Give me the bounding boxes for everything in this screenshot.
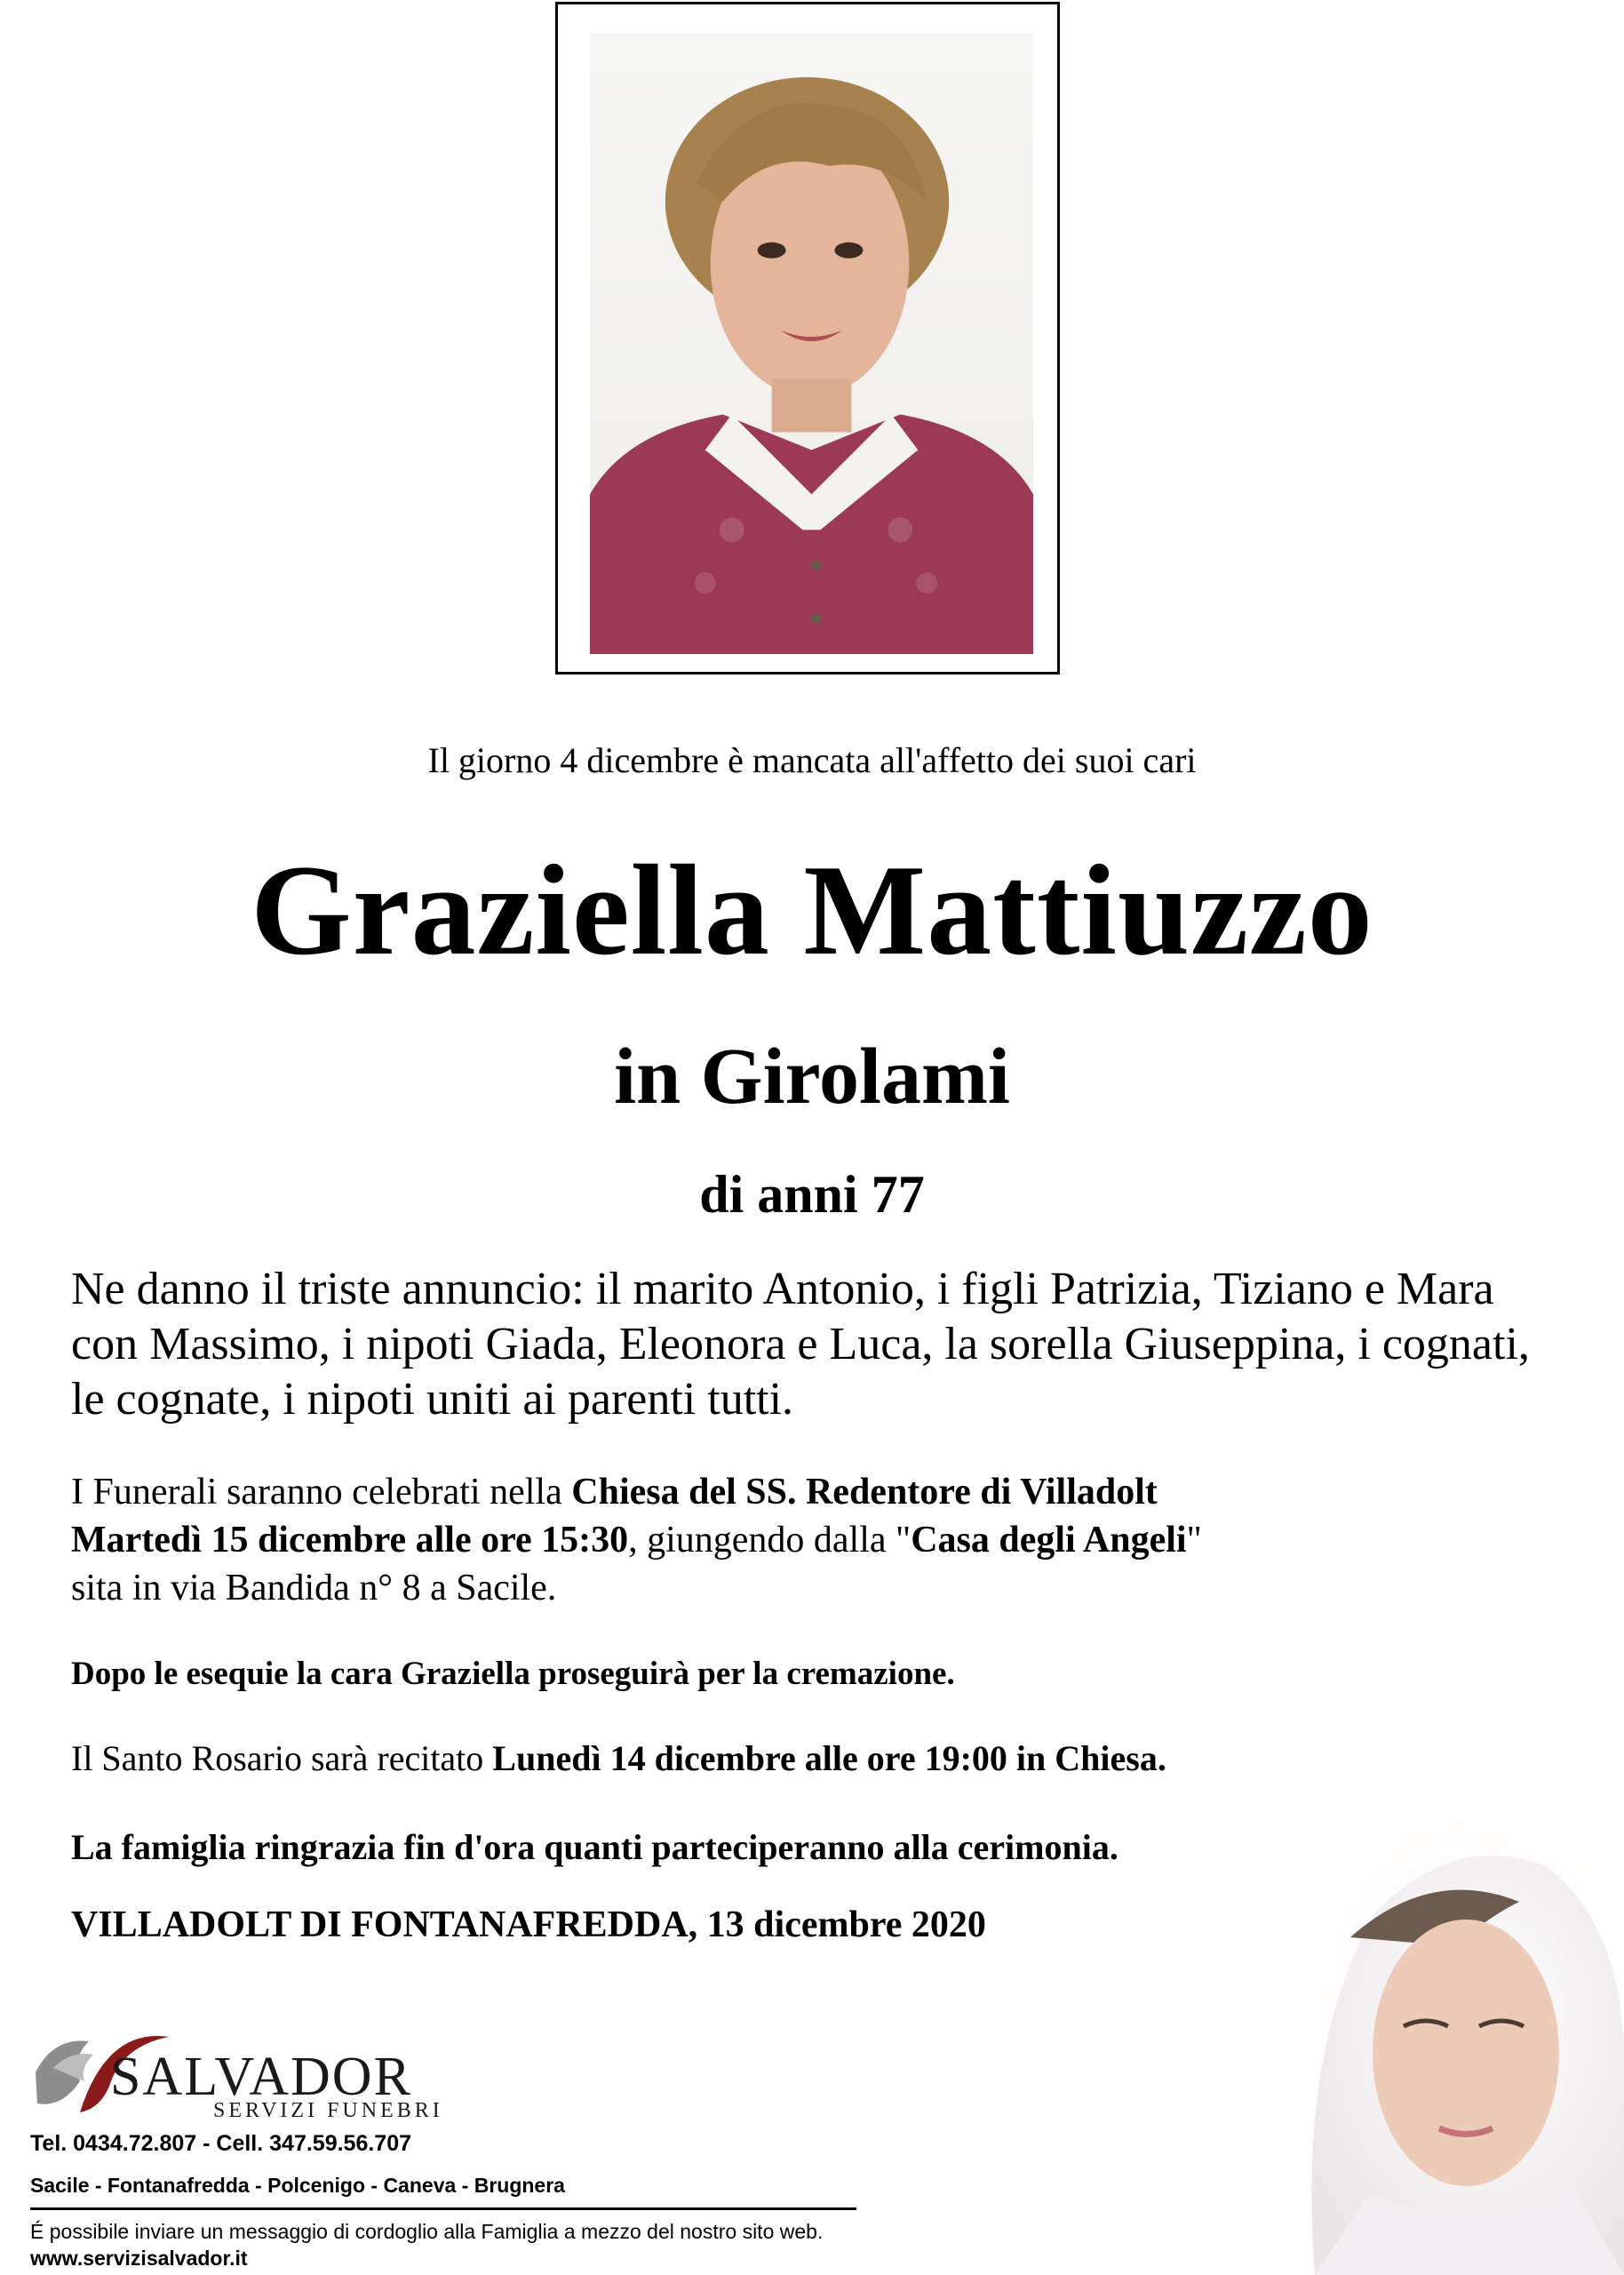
married-name: in Girolami <box>614 1033 1010 1121</box>
brand-subtitle: SERVIZI FUNEBRI <box>213 2099 443 2122</box>
madonna-illustration <box>1279 1813 1624 2275</box>
rosary-when: Lunedì 14 dicembre alle ore 19:00 in Chiesa. <box>492 1738 1166 1778</box>
rosary-info <box>71 1737 1564 1779</box>
place-date: VILLADOLT DI FONTANAFREDDA, 13 dicembre 2020 <box>71 1904 986 1945</box>
thanks-line: La famiglia ringrazia fin d'ora quanti parteciperanno alla cerimonia. <box>71 1827 1118 1867</box>
website-link[interactable]: www.servizisalvador.it <box>30 2247 248 2270</box>
age-line: di anni 77 <box>699 1165 925 1224</box>
deceased-name: Graziella Mattiuzzo <box>251 838 1373 982</box>
funeral-origin: Casa degli Angeli <box>911 1520 1187 1561</box>
rosary-text: Il Santo Rosario sarà recitato <box>71 1738 493 1778</box>
contact-phones: Tel. 0434.72.807 - Cell. 347.59.56.707 <box>30 2131 412 2156</box>
funeral-text-3: " <box>1186 1520 1202 1561</box>
portrait-illustration <box>590 33 1033 654</box>
condolence-message: É possibile inviare un messaggio di cordoglio alla Famiglia a mezzo del nostro sito web. <box>30 2220 824 2243</box>
funeral-address: sita in via Bandida n° 8 a Sacile. <box>71 1568 557 1608</box>
funeral-datetime: Martedì 15 dicembre alle ore 15:30 <box>71 1520 629 1561</box>
portrait-photo <box>590 33 1033 654</box>
portrait-frame <box>555 2 1060 675</box>
cremation-note: Dopo le esequie la cara Graziella proseguirà per la cremazione. <box>71 1656 955 1692</box>
intro-line: Il giorno 4 dicembre è mancata all'affetto dei suoi cari <box>427 740 1197 780</box>
brand-name: SALVADOR <box>110 2047 412 2107</box>
announcement-text: Ne danno il triste annuncio: il marito Antonio, i figli Patrizia, Tiziano e Mara con Massimo, i nipoti Giada, Eleonora e Luca, la sorella Giuseppina, i cognati, le cognate, i nipoti uniti ai parenti tutti. <box>71 1264 1530 1425</box>
funeral-info <box>71 1468 1564 1612</box>
funeral-text-2: , giungendo dalla " <box>628 1520 912 1561</box>
service-towns: Sacile - Fontanafredda - Polcenigo - Caneva - Brugnera <box>30 2174 565 2197</box>
funeral-text-1: I Funerali saranno celebrati nella <box>71 1472 572 1513</box>
madonna-image <box>1279 1813 1624 2275</box>
footer-divider <box>30 2207 856 2210</box>
funeral-church: Chiesa del SS. Redentore di Villadolt <box>571 1472 1158 1513</box>
